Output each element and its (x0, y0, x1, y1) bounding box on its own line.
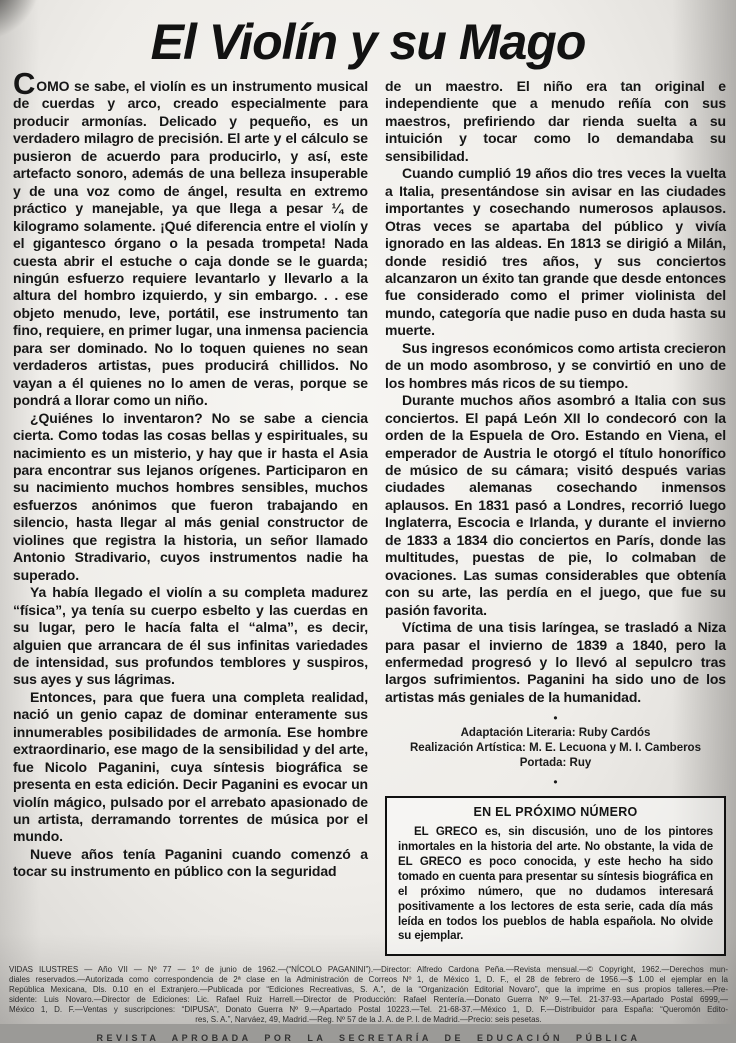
imprint-footer (9, 965, 728, 1042)
imprint-line: VIDAS ILUSTRES — Año VII — Nº 77 — 1º de junio de 1962.—(“NÍCOLO PAGANINI”).—Director: Alfredo Cardona Peña.—Revista mensual.—© Copyright, 1962.—Derechos mun- (9, 965, 728, 975)
bullet-separator: • (553, 775, 558, 790)
credit-line: Realización Artística: M. E. Lecuona y M. I. Camberos (410, 741, 701, 754)
bullet-separator: • (553, 711, 558, 726)
paragraph: COMO se sabe, el violín es un instrumento musical de cuerdas y arco, creado especialmente para producir armonías. Delicado y pequeño, es un verdadero milagro de precisión. El arte y el cálculo se pusieron de acuerdo para producirlo, y así, este artefacto sonoro, además de una belleza insuperable y de una voz como de ángel, resulta en extremo práctico y manejable, ya que llega a pesar ¼ de kilogramo solamente. ¡Qué diferencia entre el violín y el gigantesco órgano o la pesada trompeta! Nada cuesta abrir el estuche o caja donde se le guarda; ningún esfuerzo requiere levantarlo y llevarlo a la altura del hombro izquierdo, y sin embargo. . . ese objeto menudo, leve, portátil, ese instrumento tan fino, requiere, en primer lugar, una inmensa paciencia para ser dominado. No lo toquen quienes no sean verdaderos artistas, pues producirá chillidos. No vayan a él quienes no lo amen de veras, porque se pondrá a llorar como un niño. (13, 66, 368, 409)
paragraph: Durante muchos años asombró a Italia con sus conciertos. El papá León XII lo condecoró con la orden de la Espuela de Oro. Estando en Viena, el emperador de Austria le otorgó el título honorífico de músico de su cámara; visitó después varias ciudades alemanas cosechando inmensos aplausos. En 1831 pasó a Londres, recorrió luego Inglaterra, Escocia e Irlanda, y durante el invierno de 1833 a 1834 dio conciertos en París, donde las multitudes, puestas de pie, lo colmaban de ovaciones. Las sumas considerables que obtenía con su arte, las perdía en el juego, que fue su pasión favorita. (385, 392, 726, 618)
paragraph-text: OMO se sabe, el violín es un instrumento musical de cuerdas y arco, creado especialmente para producir armonías. Delicado y pequeño, es un verdadero milagro de precisión. El arte y el cálculo se pusieron de acuerdo para producirlo, y así, este artefacto sonoro, además de una belleza insuperable y de una voz como de ángel, resulta en extremo práctico y manejable, ya que llega a pesar ¼ de kilogramo solamente. ¡Qué diferencia entre el violín y el gigantesco órgano o la pesada trompeta! Nada cuesta abrir el estuche o caja donde se le guarda; ningún esfuerzo requiere levantarlo y llevarlo a la altura del hombro izquierdo, y sin embargo. . . ese objeto menudo, leve, portátil, ese instrumento tan fino, requiere, en primer lugar, una inmensa paciencia para ser dominado. No lo toquen quienes no sean verdaderos artistas, pues producirá chillidos. No vayan a él quienes no lo amen de veras, porque se pondrá a llorar como un niño. (13, 78, 368, 409)
credit-line: Portada: Ruy (519, 756, 592, 769)
imprint-line: diales reservados.—Autorizada como correspondencia de 2ª clase en la Administración de Correos Nº 1, de México 1, D. F., el 28 de febrero de 1956.—$ 1.00 el ejemplar en la (9, 975, 728, 985)
credits-block (385, 726, 726, 770)
imprint-line: sidente: Luis Novaro.—Director de Ediciones: Lic. Rafael Ruiz Harrell.—Director de Producción: Rafael Rentería.—Donato Guerra Nº 9.—Tel. 21-37-93.—Apartado Postal 6999,— (9, 995, 728, 1005)
approval-line: REVISTA APROBADA POR LA SECRETARÍA DE EDUCACIÓN PÚBLICA (96, 1032, 641, 1043)
paragraph: Sus ingresos económicos como artista crecieron de un modo asombroso, y se convirtió en uno de los hombres más ricos de su tiempo. (385, 339, 726, 391)
paragraph: Entonces, para que fuera una completa realidad, nació un genio capaz de dominar enteramente sus innumerables posibilidades de armonía. Ese hombre extraordinario, ese mago de la sensibilidad y del arte, fue Nicolo Paganini, cuya síntesis biográfica se presenta en esta edición. Decir Paganini es evocar un violín mágico, pulsado por el arrebato apasionado de un artista, derramando torrentes de música por el mundo. (13, 688, 368, 845)
page-title: El Violín y su Mago (150, 14, 586, 70)
imprint-line: res, S. A.”, Narváez, 49, Madrid.—Reg. Nº 57 de la J. A. de P. I. de Madrid.—Precio: seis pesetas. (195, 1014, 542, 1024)
right-column (385, 78, 726, 956)
imprint-line: México 1, D. F.—Ventas y suscripciones: “DIPUSA”, Donato Guerra Nº 9.—Apartado Postal 10223.—Tel. 21-68-37.—México 1, D. F.—Distribuidor para España: “Queromón Edito- (9, 1004, 728, 1014)
article-columns (13, 66, 726, 956)
next-issue-title: EN EL PRÓXIMO NÚMERO (473, 805, 638, 820)
paragraph: Nueve años tenía Paganini cuando comenzó a tocar su instrumento en público con la seguridad (13, 845, 368, 880)
credit-line: Adaptación Literaria: Ruby Cardós (460, 727, 651, 740)
paragraph: de un maestro. El niño era tan original e independiente que a menudo reñía con sus maestros, prefiriendo dar rienda suelta a su intuición y tocar como lo demandaba su sensibilidad. (385, 78, 726, 164)
paragraph: ¿Quiénes lo inventaron? No se sabe a ciencia cierta. Como todas las cosas bellas y espirituales, su nacimiento es un misterio, y hay que ir hasta el Asia para encontrar sus lejanos orígenes. Participaron en su nacimiento muchos hombres sensibles, muchos esfuerzos anónimos que fueron trabajando en silencio, hasta llegar al más genial constructor de violines que registra la historia, un señor llamado Antonio Stradivario, cuyos instrumentos nadie ha superado. (13, 409, 368, 583)
left-column (13, 66, 368, 956)
paragraph: Víctima de una tisis laríngea, se trasladó a Niza para pasar el invierno de 1839 a 1840, pero la enfermedad progresó y lo llevó al sepulcro tras largos sufrimientos. Paganini ha sido uno de los artistas más geniales de la humanidad. (385, 619, 726, 705)
next-issue-box (385, 796, 726, 956)
paragraph: Ya había llegado el violín a su completa madurez “física”, ya tenía su cuerpo esbelto y las cuerdas en su lugar, pero le hacía falta el “alma”, es decir, alguien que arrancara de él sus infinitas variedades de intensidad, sus profundos temblores y suspiros, sus ayes y sus lágrimas. (13, 584, 368, 688)
imprint-line: República Mexicana, Dls. 0.10 en el Extranjero.—Publicada por “Ediciones Recreativas, S. A.”, de la “Organización Editorial Novaro”, que la imprime en sus propios talleres.—Pre- (9, 985, 728, 995)
paragraph: Cuando cumplió 19 años dio tres veces la vuelta a Italia, presentándose sin avisar en las ciudades importantes y cosechando numerosos aplausos. Otras veces se apartaba del público y vivía ignorado en las aldeas. En 1813 se dirigió a Milán, donde residió tres años, y sus conciertos alcanzaron un éxito tan grande que desde entonces fue considerado como el primer violinista del mundo, categoría que nadie puso en duda hasta su muerte. (385, 165, 726, 339)
next-issue-body: EL GRECO es, sin discusión, uno de los pintores inmortales en la historia del arte. No obstante, la vida de EL GRECO es poco conocida, y este hecho ha sido tomado en cuenta para presentar su síntesis biográfica en el próximo número, que no dudamos interesará positivamente a los lectores de esta serie, cada día más leída en todos los pueblos de habla española. No olvide su ejemplar. (398, 826, 713, 943)
